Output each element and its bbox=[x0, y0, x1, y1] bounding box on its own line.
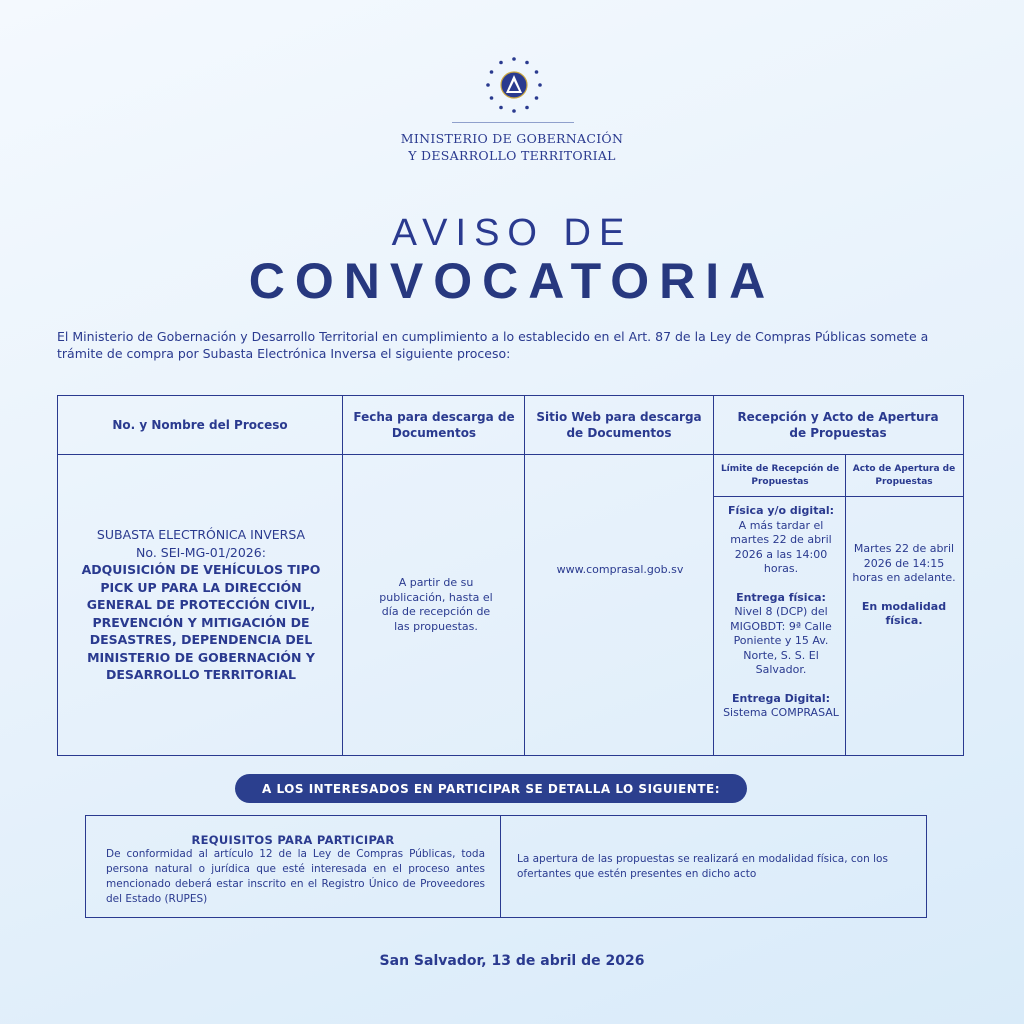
opening-mode: En modalidad física. bbox=[861, 599, 947, 627]
opening-note-cell bbox=[501, 816, 926, 917]
intro-paragraph: El Ministerio de Gobernación y Desarrollo Territorial en cumplimiento a lo establecido en el Art. 87 de la Ley de Compras Públicas somete a trámite de compra por Subasta Electrónica Inversa el siguiente proceso: bbox=[57, 329, 929, 361]
opening-note-text: La apertura de las propuestas se realizará en modalidad física, con los ofertantes que estén presentes en dicho acto bbox=[517, 852, 888, 880]
subheader-opening: Acto de Apertura de Propuestas bbox=[852, 463, 956, 487]
opening-text: Martes 22 de abril 2026 de 14:15 horas en adelante. bbox=[852, 542, 956, 584]
ministry-line-1: MINISTERIO DE GOBERNACIÓN bbox=[400, 131, 624, 146]
limit-label-1: Física y/o digital: bbox=[727, 504, 835, 517]
subheader-limit: Límite de Recepción de Propuestas bbox=[720, 463, 840, 487]
requirements-title: REQUISITOS PARA PARTICIPAR bbox=[191, 833, 395, 847]
participants-banner: A LOS INTERESADOS EN PARTICIPAR SE DETALLA LO SIGUIENTE: bbox=[235, 774, 747, 803]
requirements-table bbox=[85, 815, 927, 918]
download-date-cell bbox=[376, 455, 496, 755]
table-divider bbox=[342, 396, 343, 755]
header-reception: Recepción y Acto de Apertura de Propuestas bbox=[737, 410, 939, 440]
header-process: No. y Nombre del Proceso bbox=[112, 418, 288, 432]
title-line-1: AVISO DE bbox=[391, 212, 633, 254]
table-divider bbox=[524, 396, 525, 755]
seal-divider bbox=[452, 122, 574, 123]
header-website: Sitio Web para descarga de Documentos bbox=[536, 410, 702, 440]
title-line-2: CONVOCATORIA bbox=[248, 253, 776, 309]
process-number: No. SEI-MG-01/2026: bbox=[136, 544, 266, 560]
process-table bbox=[57, 395, 964, 756]
download-date-text: A partir de su publicación, hasta el día de recepción de las propuestas. bbox=[379, 576, 493, 633]
process-cell bbox=[76, 455, 326, 755]
process-name: ADQUISICIÓN DE VEHÍCULOS TIPO PICK UP PARA LA DIRECCIÓN GENERAL DE PROTECCIÓN CIVIL, PREVENCIÓN Y MITIGACIÓN DE DESASTRES, DEPENDENCIA DEL MINISTERIO DE GOBERNACIÓN Y DESARROLLO TERRITORIAL bbox=[81, 562, 321, 683]
website-cell bbox=[530, 455, 710, 685]
requirements-text: De conformidad al artículo 12 de la Ley de Compras Públicas, toda persona natural o jurídica que esté interesada en el proceso antes mencionado deberá estar inscrito en el Registro Único de Proveedores del Estado (RUPES) bbox=[106, 848, 485, 905]
requirements-cell bbox=[86, 816, 500, 917]
website-link[interactable]: www.comprasal.gob.sv bbox=[556, 562, 684, 576]
process-type: SUBASTA ELECTRÓNICA INVERSA bbox=[96, 527, 306, 543]
coat-of-arms-icon bbox=[484, 55, 544, 115]
limit-text-1: A más tardar el martes 22 de abril 2026 a las 14:00 horas. bbox=[730, 518, 832, 575]
limit-cell bbox=[722, 504, 840, 721]
opening-cell bbox=[852, 542, 956, 629]
ministry-line-2: Y DESARROLLO TERRITORIAL bbox=[408, 148, 616, 163]
limit-text-2: Nivel 8 (DCP) del MIGOBDT: 9ª Calle Poniente y 15 Av. Norte, S. S. El Salvador. bbox=[730, 605, 832, 676]
place-date: San Salvador, 13 de abril de 2026 bbox=[379, 953, 645, 969]
limit-label-2: Entrega física: bbox=[736, 590, 826, 604]
table-divider bbox=[845, 455, 846, 755]
table-divider bbox=[713, 496, 963, 497]
limit-text-3: Sistema COMPRASAL bbox=[723, 706, 839, 719]
limit-label-3: Entrega Digital: bbox=[731, 691, 830, 705]
header-download-date: Fecha para descarga de Documentos bbox=[353, 410, 515, 440]
ministry-name bbox=[362, 130, 662, 164]
table-divider bbox=[713, 396, 714, 755]
